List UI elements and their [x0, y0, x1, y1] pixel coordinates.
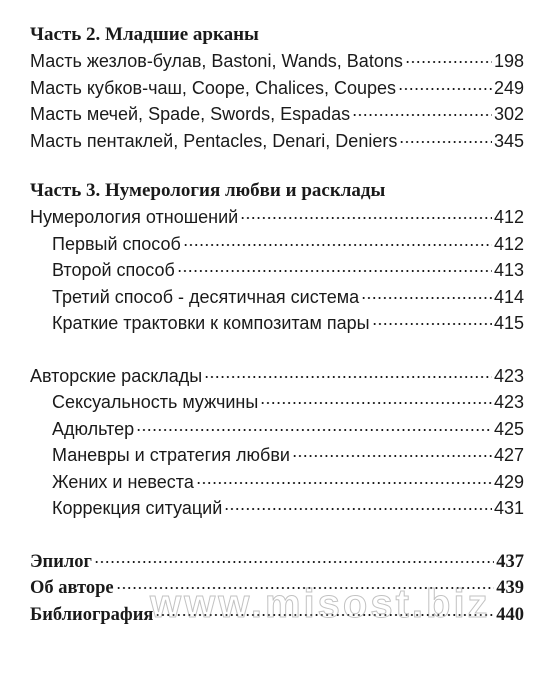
entry-page: 249 — [493, 77, 524, 98]
entry-page: 429 — [493, 471, 524, 492]
entry-label: Сексуальность мужчины — [52, 392, 259, 412]
part2-title: Часть 2. Младшие арканы — [30, 24, 259, 45]
entry-label: Масть жезлов-булав, Bastoni, Wands, Batons — [30, 51, 403, 71]
entry-label: Второй способ — [52, 260, 175, 280]
entry-page: 427 — [493, 445, 524, 465]
entry-label: Краткие трактовки к композитам пары — [52, 313, 370, 333]
entry-label: Адюльтер — [52, 418, 135, 439]
entry-page: 415 — [493, 313, 524, 333]
dot-leader — [155, 614, 494, 616]
toc-subentry[interactable] — [30, 310, 524, 337]
spacer — [30, 337, 524, 363]
dot-leader — [405, 61, 492, 63]
spacer — [30, 522, 524, 549]
entry-page: 413 — [493, 260, 524, 280]
dot-leader — [352, 114, 492, 116]
entry-page: 412 — [493, 233, 524, 254]
entry-page: 440 — [496, 604, 524, 625]
entry-label: Коррекция ситуаций — [52, 498, 223, 518]
dot-leader — [196, 482, 492, 484]
entry-page: 423 — [493, 392, 524, 412]
dot-leader — [204, 376, 492, 378]
dot-leader — [292, 455, 492, 457]
dot-leader — [399, 141, 492, 143]
entry-page: 412 — [493, 207, 524, 227]
entry-page: 414 — [493, 286, 524, 307]
toc-entry[interactable] — [30, 75, 524, 102]
entry-label: Об авторе — [30, 578, 114, 598]
dot-leader — [183, 244, 492, 246]
toc-entry[interactable] — [30, 549, 524, 576]
toc-entry[interactable] — [30, 602, 524, 629]
entry-label: Масть мечей, Spade, Swords, Espadas — [30, 104, 351, 124]
toc-entry[interactable] — [30, 363, 524, 390]
watermark: www.misost.biz — [150, 582, 491, 626]
spacer — [30, 154, 524, 178]
toc-entry[interactable] — [30, 48, 524, 75]
dot-leader — [240, 217, 492, 219]
entry-label: Первый способ — [52, 233, 181, 254]
entry-label: Авторские расклады — [30, 365, 203, 386]
toc-subentry[interactable] — [30, 257, 524, 284]
entry-page: 431 — [493, 498, 524, 518]
dot-leader — [398, 88, 492, 90]
entry-label: Нумерология отношений — [30, 207, 239, 227]
part3-title: Часть 3. Нумерология любви и расклады — [30, 180, 386, 201]
entry-label: Жених и невеста — [52, 471, 194, 492]
entry-page: 302 — [493, 104, 524, 124]
dot-leader — [372, 323, 492, 325]
dot-leader — [94, 561, 494, 563]
entry-label: Масть пентаклей, Pentacles, Denari, Deniers — [30, 130, 398, 151]
dot-leader — [177, 270, 492, 272]
entry-page: 198 — [493, 51, 524, 71]
entry-page: 425 — [493, 418, 524, 439]
entry-label: Библиография — [30, 604, 154, 625]
toc-entry[interactable] — [30, 575, 524, 602]
toc-subentry[interactable] — [30, 495, 524, 522]
toc-subentry[interactable] — [30, 469, 524, 496]
entry-page: 437 — [496, 551, 524, 572]
toc-subentry[interactable] — [30, 389, 524, 416]
toc-entry[interactable] — [30, 204, 524, 231]
dot-leader — [361, 297, 492, 299]
entry-page: 345 — [493, 130, 524, 151]
entry-label: Эпилог — [30, 551, 92, 572]
dot-leader — [136, 429, 492, 431]
entry-page: 423 — [493, 365, 524, 386]
entry-page: 439 — [496, 578, 524, 598]
dot-leader — [260, 402, 492, 404]
toc-subentry[interactable] — [30, 284, 524, 311]
entry-label: Маневры и стратегия любви — [52, 445, 290, 465]
dot-leader — [116, 587, 495, 589]
dot-leader — [224, 508, 492, 510]
entry-label: Третий способ - десятичная система — [52, 286, 360, 307]
entry-label: Масть кубков-чаш, Coope, Chalices, Coupes — [30, 77, 397, 98]
toc-subentry[interactable] — [30, 442, 524, 469]
table-of-contents — [30, 22, 524, 628]
toc-entry[interactable] — [30, 101, 524, 128]
toc-subentry[interactable] — [30, 416, 524, 443]
toc-subentry[interactable] — [30, 231, 524, 258]
toc-entry[interactable] — [30, 128, 524, 155]
